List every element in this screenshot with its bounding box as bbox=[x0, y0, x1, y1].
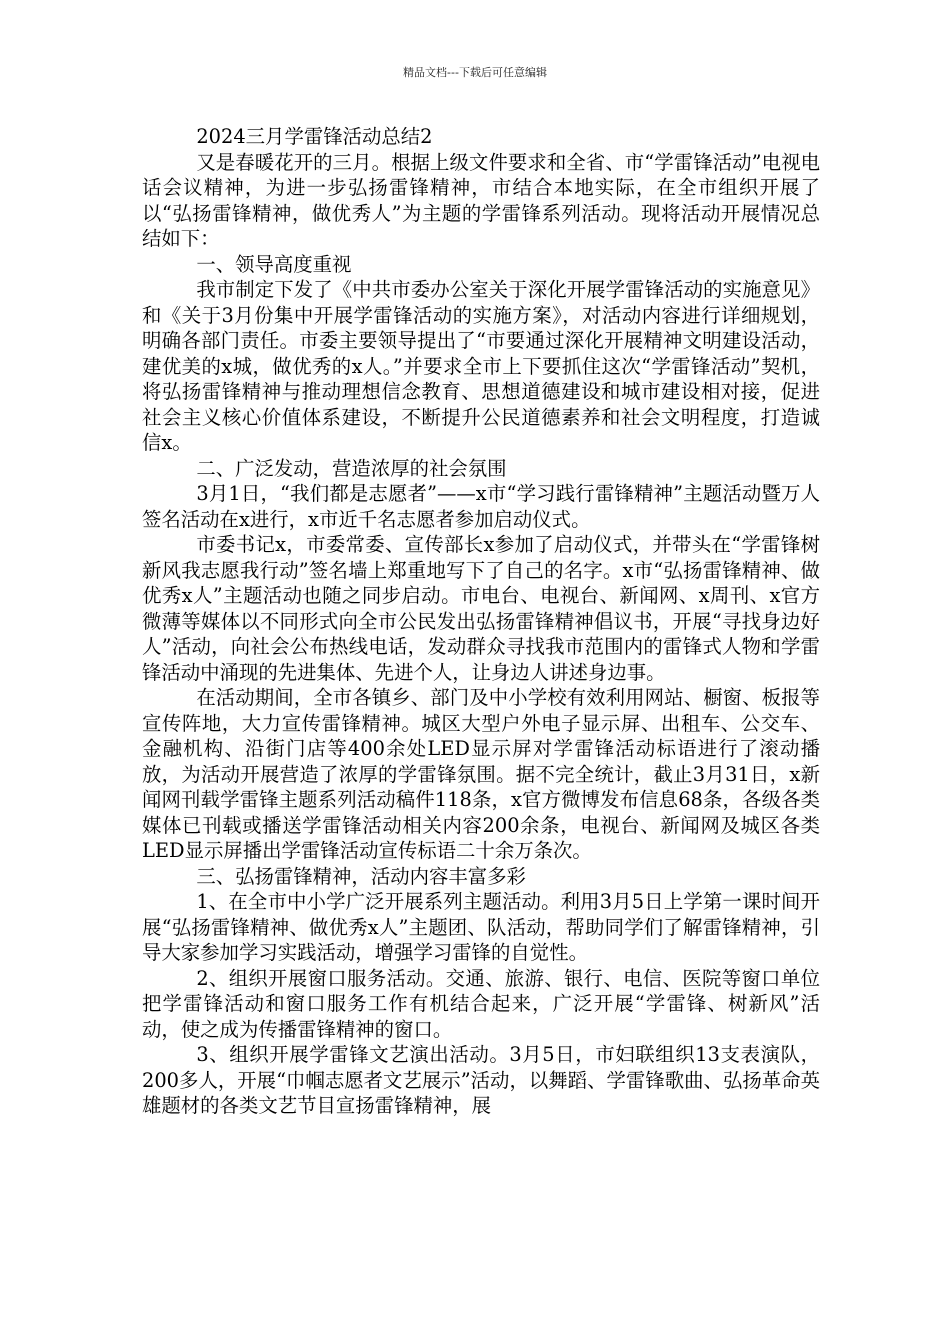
paragraph-item-3: 3、组织开展学雷锋文艺演出活动。3月5日，市妇联组织13支表演队，200多人，开展“巾帼志愿者文艺展示”活动，以舞蹈、学雷锋歌曲、弘扬革命英雄题材的各类文艺节目宣扬雷锋精神，展 bbox=[142, 1043, 820, 1117]
paragraph-item-1: 1、在全市中小学广泛开展系列主题活动。利用3月5日上学第一课时间开展“弘扬雷锋精神、做优秀x人”主题团、队活动，帮助同学们了解雷锋精神，引导大家参加学习实践活动，增强学习雷锋的自觉性。 bbox=[142, 890, 820, 964]
paragraph-section-1: 我市制定下发了《中共市委办公室关于深化开展学雷锋活动的实施意见》和《关于3月份集中开展学雷锋活动的实施方案》，对活动内容进行详细规划，明确各部门责任。市委主要领导提出了“市要通过深化开展精神文明建设活动，建优美的x城，做优秀的x人。”并要求全市上下要抓住这次“学雷锋活动”契机，将弘扬雷锋精神与推动理想信念教育、思想道德建设和城市建设相对接，促进社会主义核心价值体系建设，不断提升公民道德素养和社会文明程度，打造诚信x。 bbox=[142, 278, 820, 454]
document-body bbox=[142, 124, 820, 1119]
paragraph-intro: 又是春暖花开的三月。根据上级文件要求和全省、市“学雷锋活动”电视电话会议精神，为进一步弘扬雷锋精神，市结合本地实际，在全市组织开展了以“弘扬雷锋精神，做优秀人”为主题的学雷锋系列活动。现将活动开展情况总结如下： bbox=[142, 150, 820, 250]
page-header: 精品文档---下载后可任意编辑 bbox=[403, 66, 547, 79]
paragraph-march-1: 3月1日，“我们都是志愿者”——x市“学习践行雷锋精神”主题活动暨万人签名活动在x进行，x市近千名志愿者参加启动仪式。 bbox=[142, 482, 820, 531]
section-heading-1: 一、领导高度重视 bbox=[196, 252, 352, 276]
paragraph-item-2: 2、组织开展窗口服务活动。交通、旅游、银行、电信、医院等窗口单位把学雷锋活动和窗口服务工作有机结合起来，广泛开展“学雷锋、树新风”活动，使之成为传播雷锋精神的窗口。 bbox=[142, 966, 820, 1041]
paragraph-publicity: 在活动期间，全市各镇乡、部门及中小学校有效利用网站、橱窗、板报等宣传阵地，大力宣传雷锋精神。城区大型户外电子显示屏、出租车、公交车、金融机构、沿街门店等400余处LED显示屏对学雷锋活动标语进行了滚动播放，为活动开展营造了浓厚的学雷锋氛围。据不完全统计，截止3月31日，x新闻网刊载学雷锋主题系列活动稿件118条，x官方微博发布信息68条，各级各类媒体已刊载或播送学雷锋活动相关内容200余条，电视台、新闻网及城区各类LED显示屏播出学雷锋活动宣传标语二十余万条次。 bbox=[142, 686, 820, 862]
paragraph-launch-ceremony: 市委书记x，市委常委、宣传部长x参加了启动仪式，并带头在“学雷锋树新风我志愿我行动”签名墙上郑重地写下了自己的名字。x市“弘扬雷锋精神、做优秀x人”主题活动也随之同步启动。市电台、电视台、新闻网、x周刊、x官方微薄等媒体以不同形式向全市公民发出弘扬雷锋精神倡议书，开展“寻找身边好人”活动，向社会公布热线电话，发动群众寻找我市范围内的雷锋式人物和学雷锋活动中涌现的先进集体、先进个人，让身边人讲述身边事。 bbox=[142, 533, 820, 684]
section-heading-2: 二、广泛发动，营造浓厚的社会氛围 bbox=[196, 456, 507, 480]
document-title: 2024三月学雷锋活动总结2 bbox=[196, 125, 433, 148]
section-heading-3: 三、弘扬雷锋精神，活动内容丰富多彩 bbox=[196, 864, 526, 888]
